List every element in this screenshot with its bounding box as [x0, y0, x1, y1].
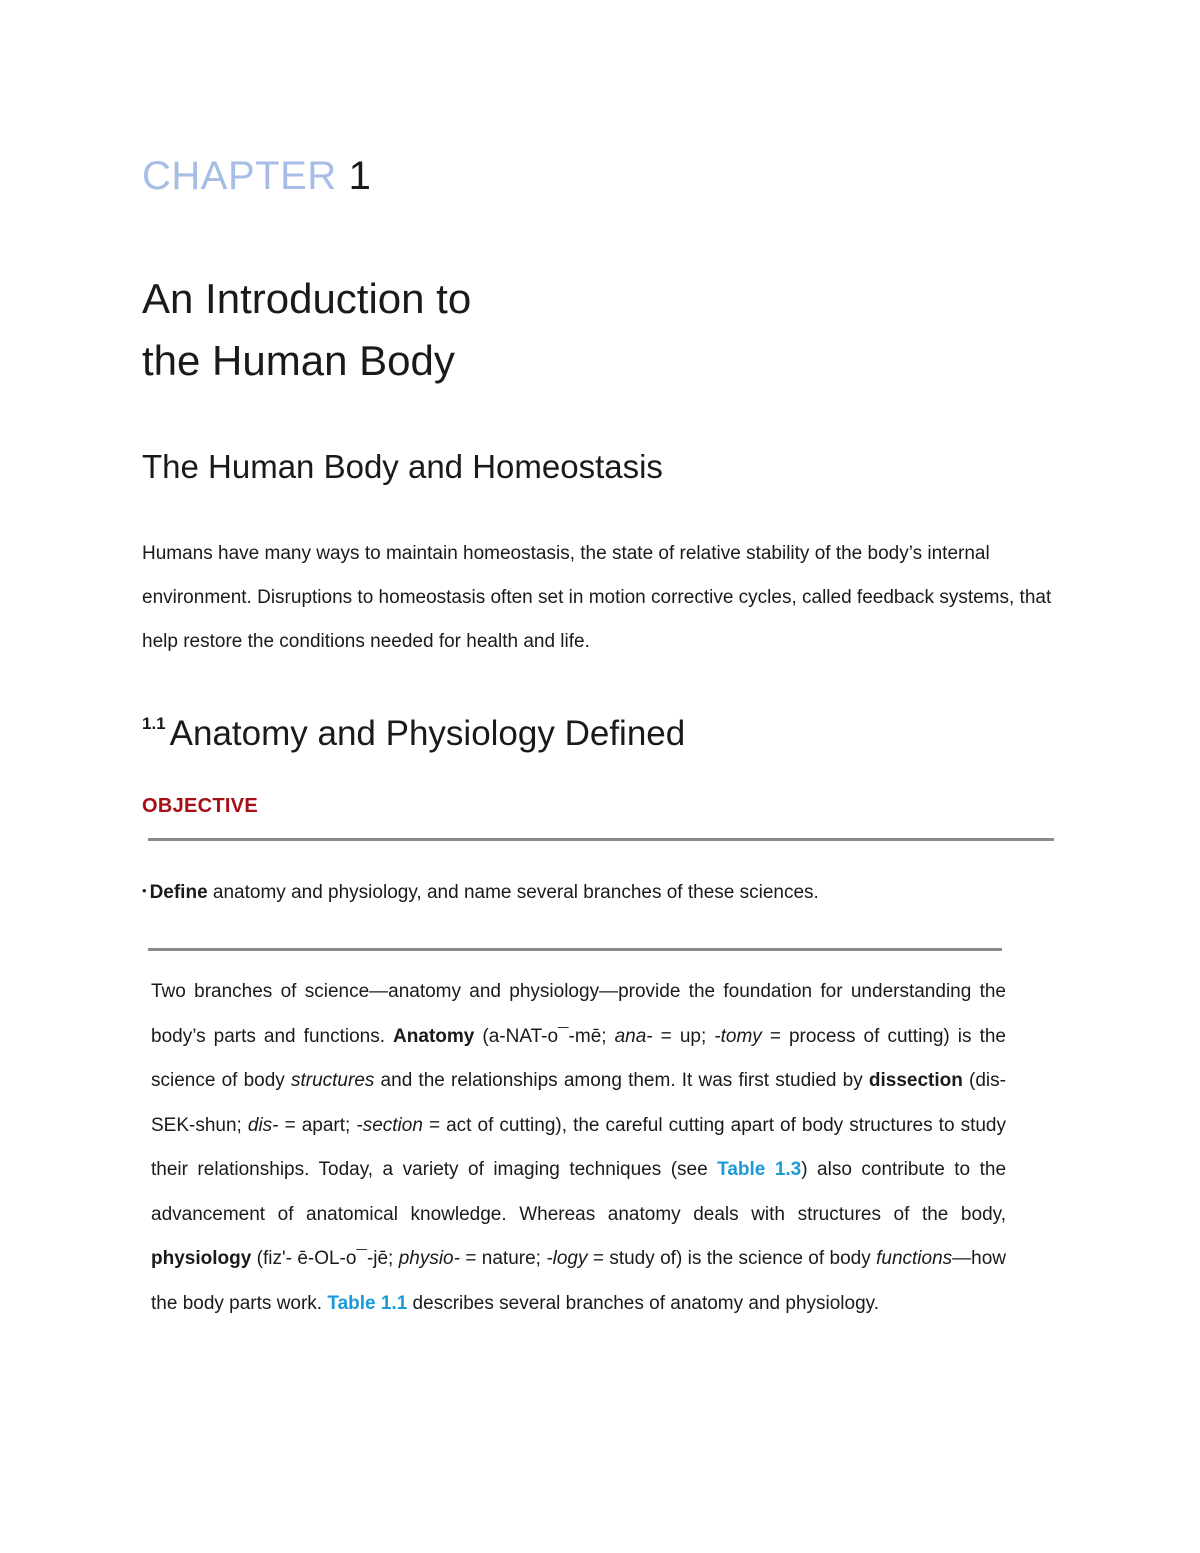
suffix-logy: -logy: [546, 1248, 588, 1269]
objective-top-divider: [148, 838, 1054, 841]
body-text-run: describes several branches of anatomy and physiology.: [407, 1292, 880, 1314]
body-text-run: = act of cutting), the careful cutting apart of body structures to study their relationships. Today, a variety of imaging techniques (see: [151, 1114, 1006, 1180]
prefix-ana: ana-: [614, 1025, 653, 1047]
chapter-label: [142, 148, 371, 204]
objective-list-item: [142, 876, 819, 908]
term-physiology: physiology: [151, 1248, 252, 1269]
section-intro-paragraph: Humans have many ways to maintain homeostasis, the state of relative stability of the body’s internal environment. Disruptions to homeostasis often set in motion corrective cycles, called feedback systems, that help restore the conditions needed for health and life.: [142, 543, 1052, 652]
body-text-run: = process of cutting) is the science of body: [151, 1025, 1006, 1091]
body-paragraph: [151, 970, 1006, 1326]
objective-label: OBJECTIVE: [142, 795, 259, 817]
objective-text: anatomy and physiology, and name several branches of these sciences.: [207, 882, 819, 903]
body-text-run: —how the body parts work.: [151, 1248, 1006, 1314]
suffix-tomy: -tomy: [714, 1025, 762, 1047]
section-heading: The Human Body and Homeostasis: [142, 448, 663, 485]
chapter-number: 1: [348, 154, 372, 198]
subsection-heading: [142, 700, 685, 758]
body-text-run: (fiz'- ē-OL-o¯-jē;: [251, 1248, 399, 1269]
emphasis-functions: functions: [876, 1248, 953, 1269]
chapter-word: CHAPTER: [142, 154, 337, 198]
chapter-title: [142, 268, 471, 392]
subsection-title: Anatomy and Physiology Defined: [169, 714, 686, 753]
body-text-run: (a-NAT-o¯-mē;: [474, 1025, 615, 1047]
body-text-run: and the relationships among them. It was first studied by: [374, 1070, 869, 1091]
prefix-physio: physio-: [398, 1248, 460, 1269]
prefix-dis: dis-: [247, 1114, 279, 1136]
body-text-run: (dis-SEK-shun;: [151, 1070, 1006, 1136]
table-1-1-link[interactable]: Table 1.1: [327, 1292, 408, 1314]
body-text-run: = study of) is the science of body: [587, 1248, 877, 1269]
body-text-run: = apart;: [278, 1114, 357, 1136]
subsection-number: 1.1: [142, 714, 166, 733]
objective-keyword: Define: [149, 882, 208, 903]
body-text-run: Two branches of science—anatomy and physiology—provide the foundation for understanding the body’s parts and functions.: [151, 981, 1006, 1047]
bullet-icon: •: [142, 883, 147, 898]
term-anatomy: Anatomy: [393, 1025, 475, 1047]
body-text-run: = nature;: [459, 1248, 547, 1269]
table-1-3-link[interactable]: Table 1.3: [717, 1159, 802, 1180]
chapter-title-line-2: the Human Body: [142, 337, 455, 384]
body-text-run: ) also contribute to the advancement of anatomical knowledge. Whereas anatomy deals with structures of the body,: [151, 1159, 1007, 1225]
objective-bottom-divider: [148, 948, 1002, 951]
body-text-run: = up;: [652, 1025, 715, 1047]
term-dissection: dissection: [868, 1070, 963, 1091]
emphasis-structures: structures: [290, 1070, 375, 1091]
suffix-section: -section: [356, 1114, 423, 1136]
chapter-title-line-1: An Introduction to: [142, 275, 472, 322]
